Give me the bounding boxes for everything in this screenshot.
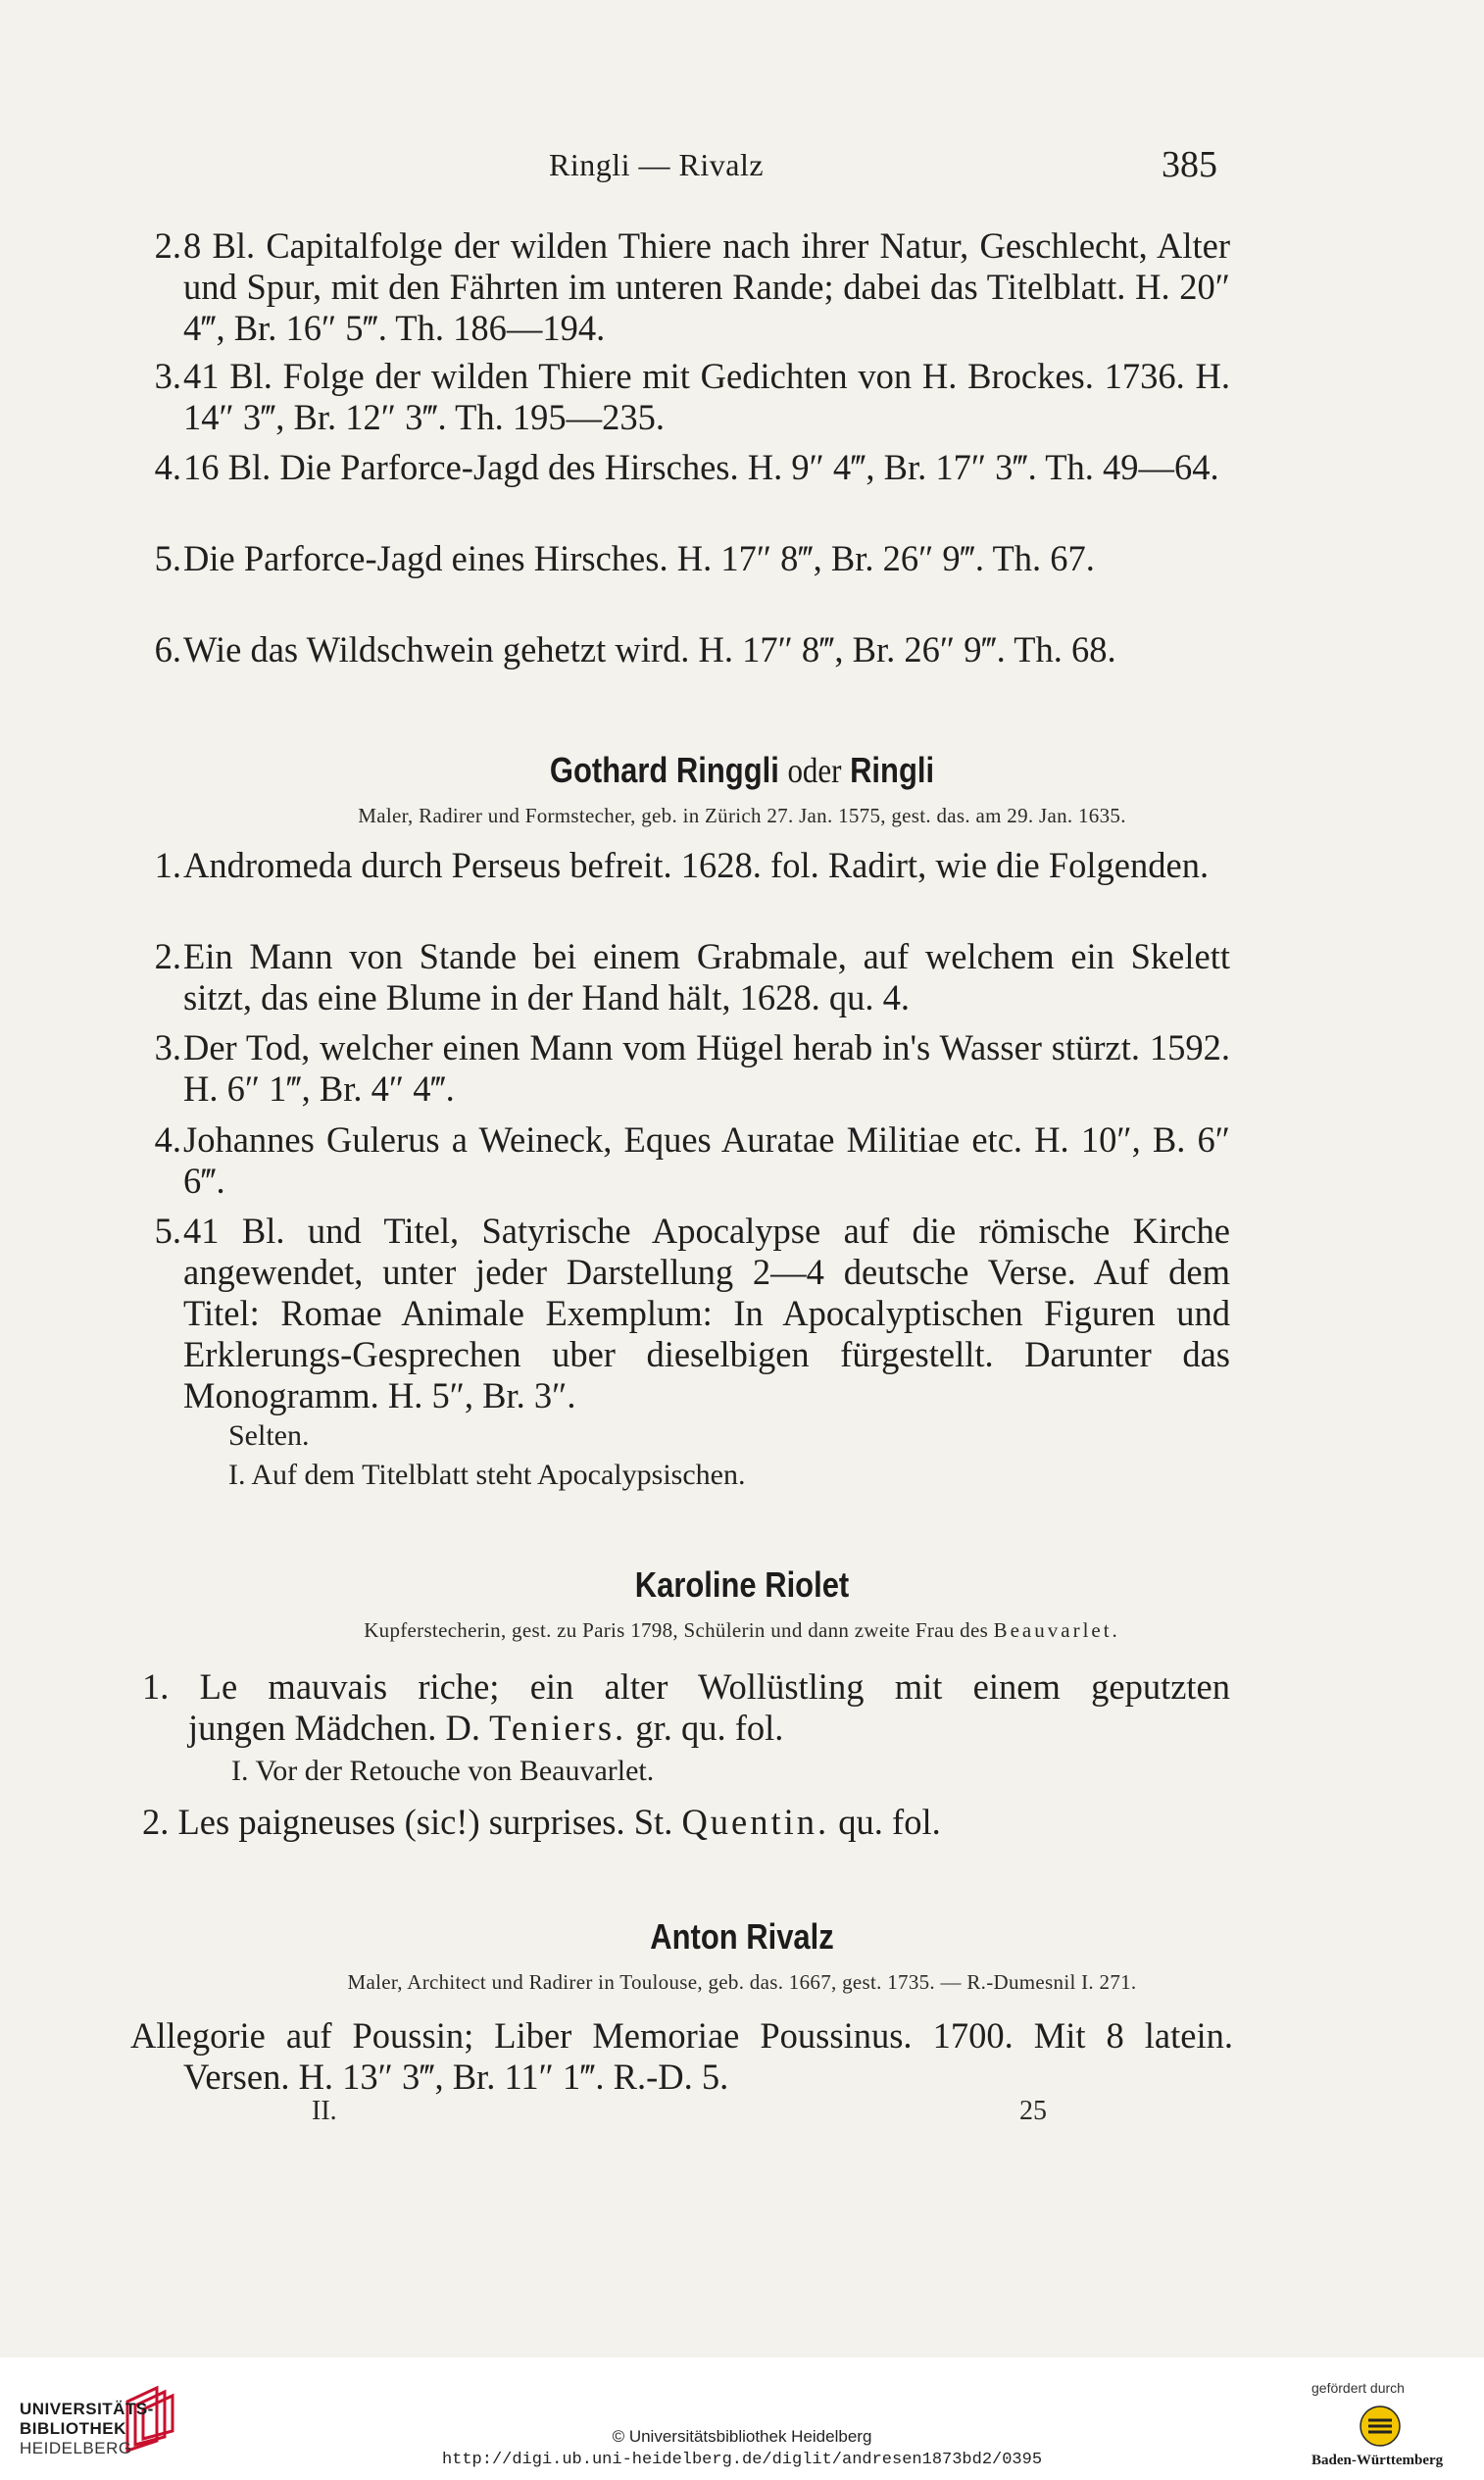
- entry-number: 2.: [142, 1802, 170, 1842]
- entry-text: 41 Bl. und Titel, Satyrische Apocalypse auf die römische Kirche angewendet, unter jeder Darstellung 2—4 deutsche Verse. Auf dem Titel: Romae Animale Exemplum: In Apocalyptischen Figuren und Erklerungs-Gesprechen uber dieselbigen fürgestellt. Darunter das Monogramm. H. 5″, Br. 3″.: [183, 1211, 1230, 1415]
- entry-text: Versen. H. 13″ 3‴, Br. 11″ 1‴. R.-D. 5.: [183, 2057, 729, 2097]
- state-note: I. Vor der Retouche von Beauvarlet.: [231, 1755, 655, 1787]
- list-item: [142, 1802, 1230, 1843]
- artist-heading-ringgli: [104, 750, 1380, 791]
- entry-number: 3.: [154, 1027, 181, 1067]
- entry-number: 1.: [154, 845, 181, 885]
- entry-number: 2.: [154, 225, 181, 266]
- list-item: [132, 447, 1230, 488]
- bio-referenced-name: Beauvarlet.: [993, 1618, 1120, 1642]
- entry-format: gr. qu. fol.: [635, 1708, 784, 1748]
- library-name-line: HEIDELBERG: [20, 2439, 132, 2457]
- state-note: I. Auf dem Titelblatt steht Apocalypsischen.: [228, 1459, 746, 1491]
- list-item: [132, 225, 1230, 349]
- entry-text: Der Tod, welcher einen Mann vom Hügel herab in's Wasser stürzt. 1592. H. 6″ 1‴, Br. 4″ 4‴.: [183, 1027, 1230, 1109]
- library-name-line: UNIVERSITÄTS-: [20, 2400, 154, 2418]
- library-name-line: BIBLIOTHEK: [20, 2419, 126, 2438]
- artist-reference: Quentin.: [681, 1802, 830, 1842]
- state-crest-icon: [1358, 2404, 1403, 2449]
- entry-text: Les paigneuses (sic!) surprises. St.: [177, 1802, 673, 1842]
- entry-text: Johannes Gulerus a Weineck, Eques Auratae Militiae etc. H. 10″, B. 6″ 6‴.: [183, 1119, 1230, 1201]
- entry-text: Wie das Wildschwein gehetzt wird. H. 17″ 8‴, Br. 26″ 9‴. Th. 68.: [183, 629, 1116, 670]
- artist-name: Gothard Ringgli: [549, 750, 779, 790]
- running-head: Ringli — Rivalz: [549, 147, 765, 182]
- entry-list-riolet: [142, 1666, 1230, 1749]
- entry-text: jungen Mädchen. D.: [188, 1708, 481, 1748]
- rarity-note: Selten.: [228, 1419, 310, 1452]
- bio-text: Kupferstecherin, gest. zu Paris 1798, Schülerin und dann zweite Frau des: [364, 1618, 989, 1642]
- entry-number: 1.: [142, 1666, 170, 1707]
- list-item: [132, 538, 1230, 579]
- entry-text: 8 Bl. Capitalfolge der wilden Thiere nach ihrer Natur, Geschlecht, Alter und Spur, mit den Fährten im unteren Rande; dabei das Titelblatt. H. 20″ 4‴, Br. 16″ 5‴. Th. 186—194.: [183, 225, 1230, 348]
- entry-number: 6.: [154, 629, 181, 670]
- list-item-continued: [142, 1708, 1230, 1749]
- entry-text: Ein Mann von Stande bei einem Grabmale, auf welchem ein Skelett sitzt, das eine Blume in der Hand hält, 1628. qu. 4.: [183, 936, 1230, 1017]
- entry-number: 4.: [154, 447, 181, 487]
- entry-text: 41 Bl. Folge der wilden Thiere mit Gedichten von H. Brockes. 1736. H. 14″ 3‴, Br. 12″ 3‴. Th. 195—235.: [183, 356, 1230, 437]
- entry-number: 2.: [154, 936, 181, 976]
- volume-signature: II.: [312, 2096, 337, 2126]
- sponsor-name: Baden-Württemberg: [1311, 2453, 1444, 2468]
- list-item: [132, 1027, 1230, 1110]
- artist-heading-riolet: Karoline Riolet: [634, 1564, 850, 1605]
- sheet-signature: 25: [1019, 2096, 1047, 2126]
- entry-number: 5.: [154, 1211, 181, 1251]
- entry-format: qu. fol.: [838, 1802, 941, 1842]
- list-item: [132, 356, 1230, 438]
- list-item: [132, 845, 1230, 886]
- entry-number: 4.: [154, 1119, 181, 1160]
- artist-alt-name: Ringli: [850, 750, 935, 790]
- list-item: [132, 629, 1230, 670]
- artist-bio-riolet: [0, 1618, 1484, 1643]
- list-item: [132, 1211, 1230, 1416]
- artist-heading-rivalz: Anton Rivalz: [650, 1916, 834, 1957]
- artist-bio-rivalz: Maler, Architect und Radirer in Toulouse, geb. das. 1667, gest. 1735. — R.-Dumesnil I. 271.: [347, 1970, 1137, 1994]
- page-number: 385: [1162, 144, 1217, 185]
- artist-bio-ringgli: Maler, Radirer und Formstecher, geb. in Zürich 27. Jan. 1575, gest. das. am 29. Jan. 1635.: [358, 804, 1126, 827]
- entry-text: Le mauvais riche; ein alter Wollüstling mit einem geputzten: [199, 1666, 1231, 1707]
- entry-number: 3.: [154, 356, 181, 396]
- copyright-notice: © Universitätsbibliothek Heidelberg: [612, 2427, 872, 2446]
- entry-text: 16 Bl. Die Parforce-Jagd des Hirsches. H. 9″ 4‴, Br. 17″ 3‴. Th. 49—64.: [183, 447, 1219, 487]
- artist-reference: Teniers.: [489, 1708, 627, 1748]
- list-item: [132, 936, 1230, 1018]
- entry-text: Allegorie auf Poussin; Liber Memoriae Poussinus. 1700. Mit 8 latein.: [130, 2015, 1233, 2056]
- heading-conjunction: oder: [787, 751, 842, 790]
- entry-text: Andromeda durch Perseus befreit. 1628. fol. Radirt, wie die Folgenden.: [183, 845, 1210, 885]
- permalink[interactable]: http://digi.ub.uni-heidelberg.de/diglit/andresen1873bd2/0395: [441, 2451, 1043, 2469]
- list-item: [132, 1119, 1230, 1202]
- entry-text: Die Parforce-Jagd eines Hirsches. H. 17″ 8‴, Br. 26″ 9‴. Th. 67.: [183, 538, 1095, 578]
- list-item: [142, 1666, 1230, 1708]
- sponsor-label: gefördert durch: [1311, 2380, 1405, 2396]
- entry-number: 5.: [154, 538, 181, 578]
